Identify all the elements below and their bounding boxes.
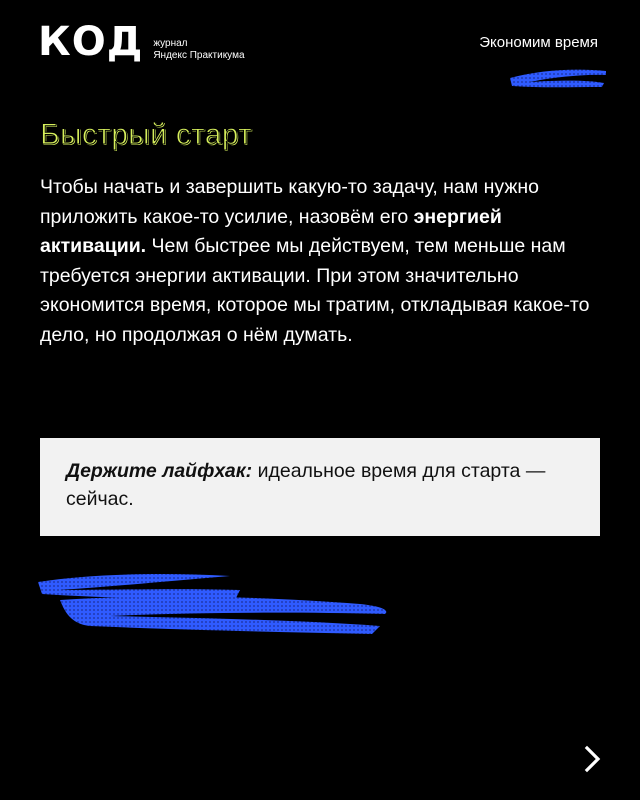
body-text-part1: Чтобы начать и завершить какую-то задачу, нам нужно приложить какое-то усилие, назовём его bbox=[40, 176, 540, 228]
body-text-bold: энергией активации. bbox=[40, 205, 502, 257]
brush-stroke-lower-2 bbox=[60, 597, 386, 634]
logo-subtitle bbox=[153, 38, 244, 62]
tip-callout bbox=[40, 438, 600, 536]
brush-stroke-top bbox=[510, 70, 606, 88]
logo-subtitle-line1: журнал bbox=[153, 38, 188, 49]
logo-mark: КОД bbox=[38, 19, 144, 65]
brand-logo[interactable] bbox=[38, 19, 245, 65]
callout-text: идеальное время для старта — сейчас. bbox=[66, 460, 546, 510]
body-paragraph bbox=[40, 173, 600, 350]
callout-bold: Держите лайфхак: bbox=[66, 460, 253, 482]
body-text-part2: Чем быстрее мы действуем, тем меньше нам требуется энергии активации. При этом значительно экономится время, которое мы тратим, откладывая какое-то дело, но продолжая о нём думать. bbox=[40, 235, 590, 346]
brush-stroke-lower-1 bbox=[38, 574, 240, 598]
logo-subtitle-line2: Яндекс Практикума bbox=[153, 50, 245, 61]
chevron-right-icon[interactable] bbox=[583, 745, 603, 773]
section-label: Экономим время bbox=[479, 34, 598, 51]
slide-title: Быстрый старт bbox=[40, 118, 253, 151]
